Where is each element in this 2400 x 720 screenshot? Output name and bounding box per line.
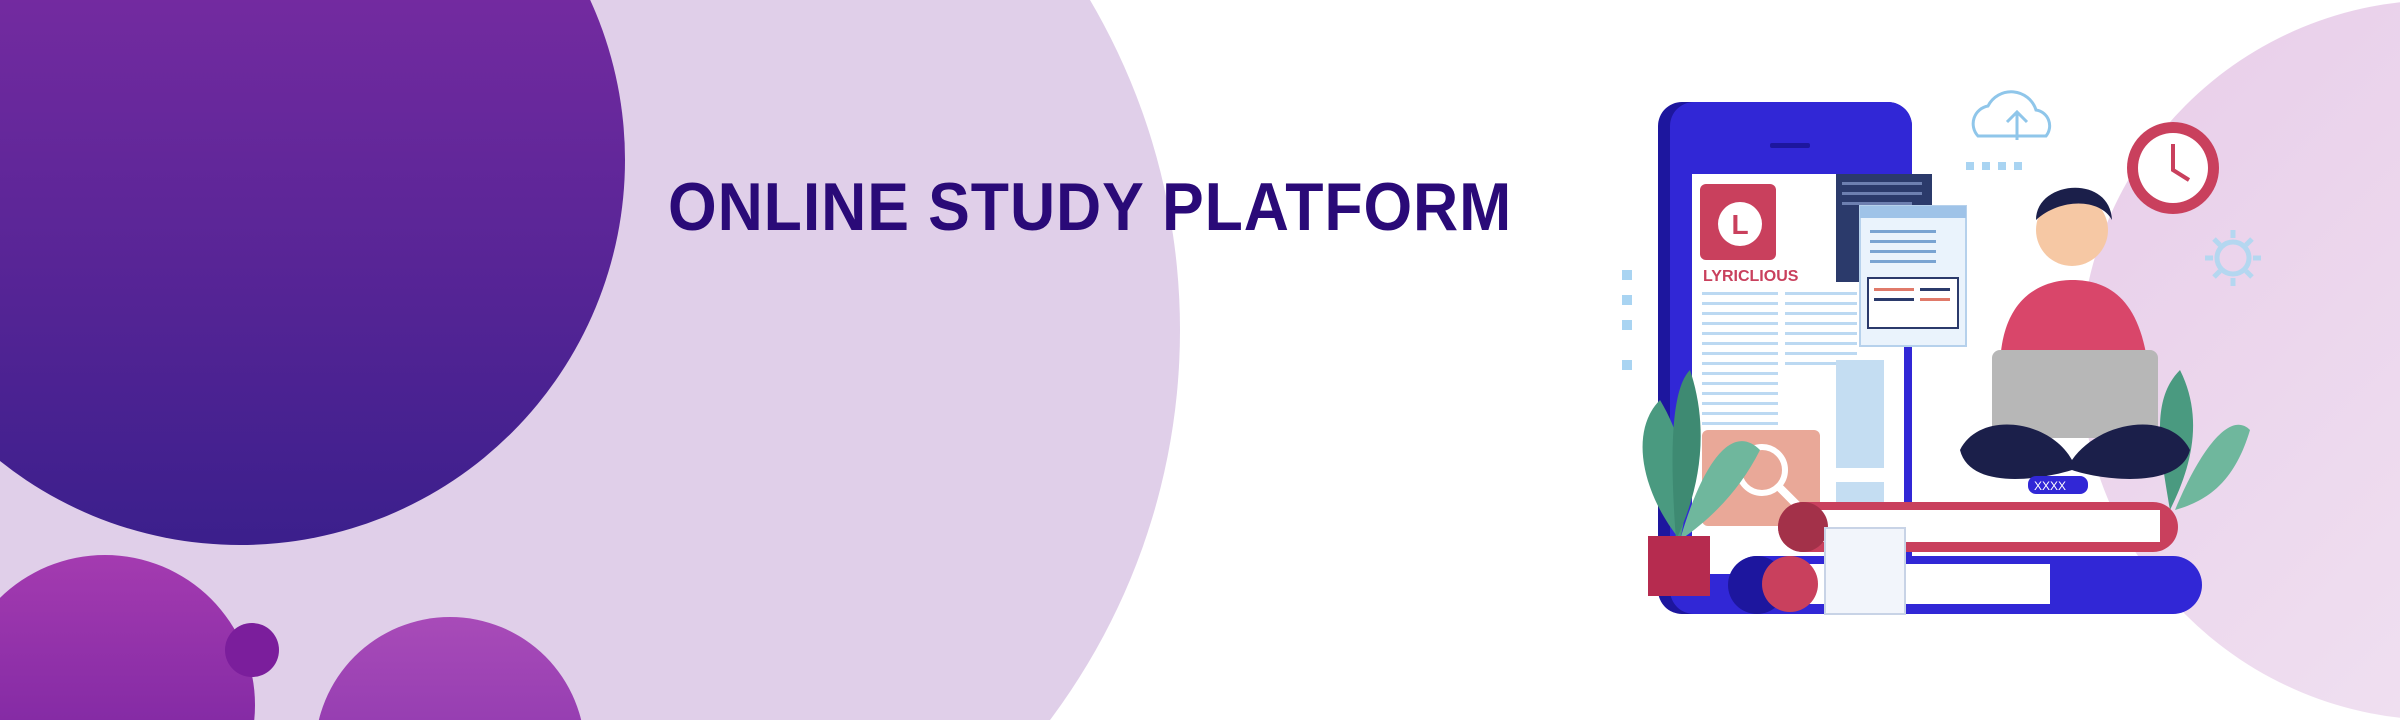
cloud-upload-icon (1973, 92, 2049, 140)
app-logo-letter: L (1731, 209, 1749, 240)
app-label: LYRICLIOUS (1703, 268, 1799, 285)
person-studying (1960, 188, 2190, 494)
side-bar-placeholder (1836, 360, 1884, 468)
clock-icon (2127, 122, 2219, 214)
gear-icon (2205, 230, 2261, 286)
sock-text: XXXX (2034, 479, 2067, 493)
notepad (1825, 528, 1905, 614)
page-title: ONLINE STUDY PLATFORM (668, 169, 1513, 245)
study-illustration (1580, 70, 2280, 630)
apple (1762, 556, 1818, 612)
purple-dot (225, 623, 279, 677)
browser-window (1860, 206, 1966, 346)
